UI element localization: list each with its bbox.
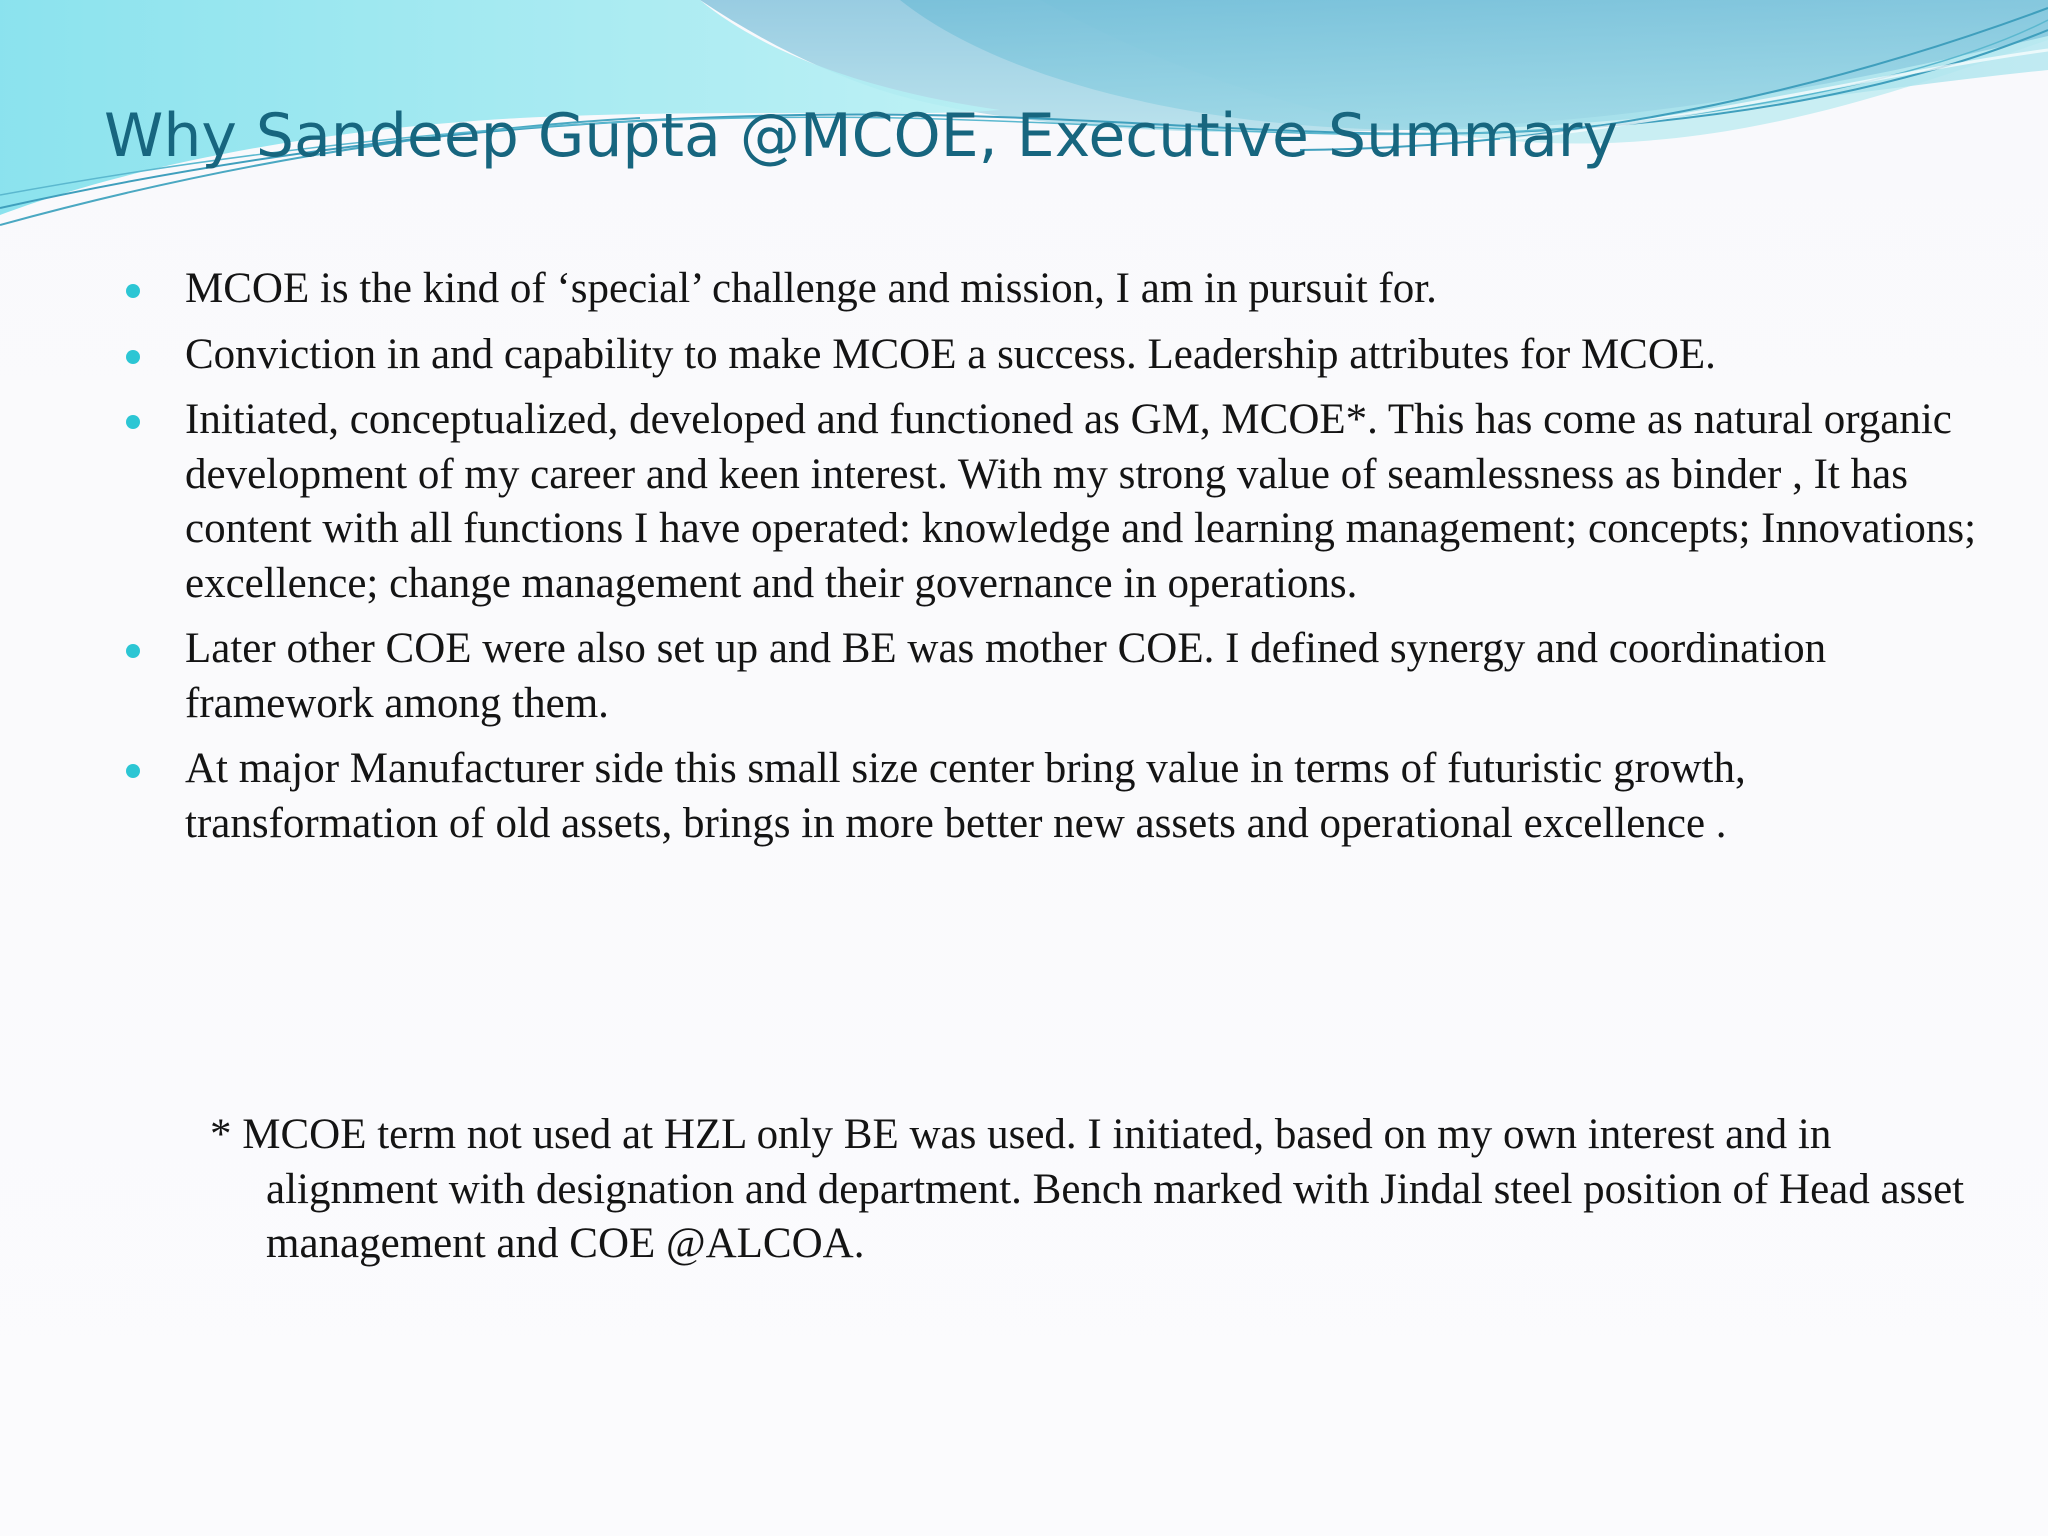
bullet-item: [0, 328, 2048, 383]
bullet-text: Initiated, conceptualized, developed and functioned as GM, MCOE*. This has come as natural organic development of my career and keen interest. With my strong value of seamlessness as binder , It has content with all functions I have operated: knowledge and learning management; concepts; Innovations; excellence; change management and their governance in operations.: [185, 396, 1977, 607]
footnote: * MCOE term not used at HZL only BE was used. I initiated, based on my own interest and in alignment with designation and department. Bench marked with Jindal steel position of Head asset management and COE @ALCOA.: [210, 1111, 1965, 1267]
bullet-dot-icon: [126, 415, 140, 429]
slide-title: Why Sandeep Gupta @MCOE, Executive Summary: [104, 101, 1618, 171]
bullet-item: [0, 262, 2048, 317]
bullet-dot-icon: [126, 764, 140, 778]
bullet-dot-icon: [126, 284, 140, 298]
bullet-item: [0, 622, 2048, 731]
bullet-dot-icon: [126, 350, 140, 364]
bullet-text: Conviction in and capability to make MCOE a success. Leadership attributes for MCOE.: [185, 330, 1716, 378]
bullet-dot-icon: [126, 644, 140, 658]
bullet-item: [0, 393, 2048, 611]
bullet-text: MCOE is the kind of ‘special’ challenge and mission, I am in pursuit for.: [185, 265, 1437, 312]
bullet-text: At major Manufacturer side this small size center bring value in terms of futuristic growth, transformation of old assets, brings in more better new assets and operational excellence .: [185, 745, 1746, 847]
bullet-list: [0, 262, 2048, 862]
bullet-text: Later other COE were also set up and BE was mother COE. I defined synergy and coordination framework among them.: [185, 625, 1827, 727]
bullet-item: [0, 742, 2048, 851]
